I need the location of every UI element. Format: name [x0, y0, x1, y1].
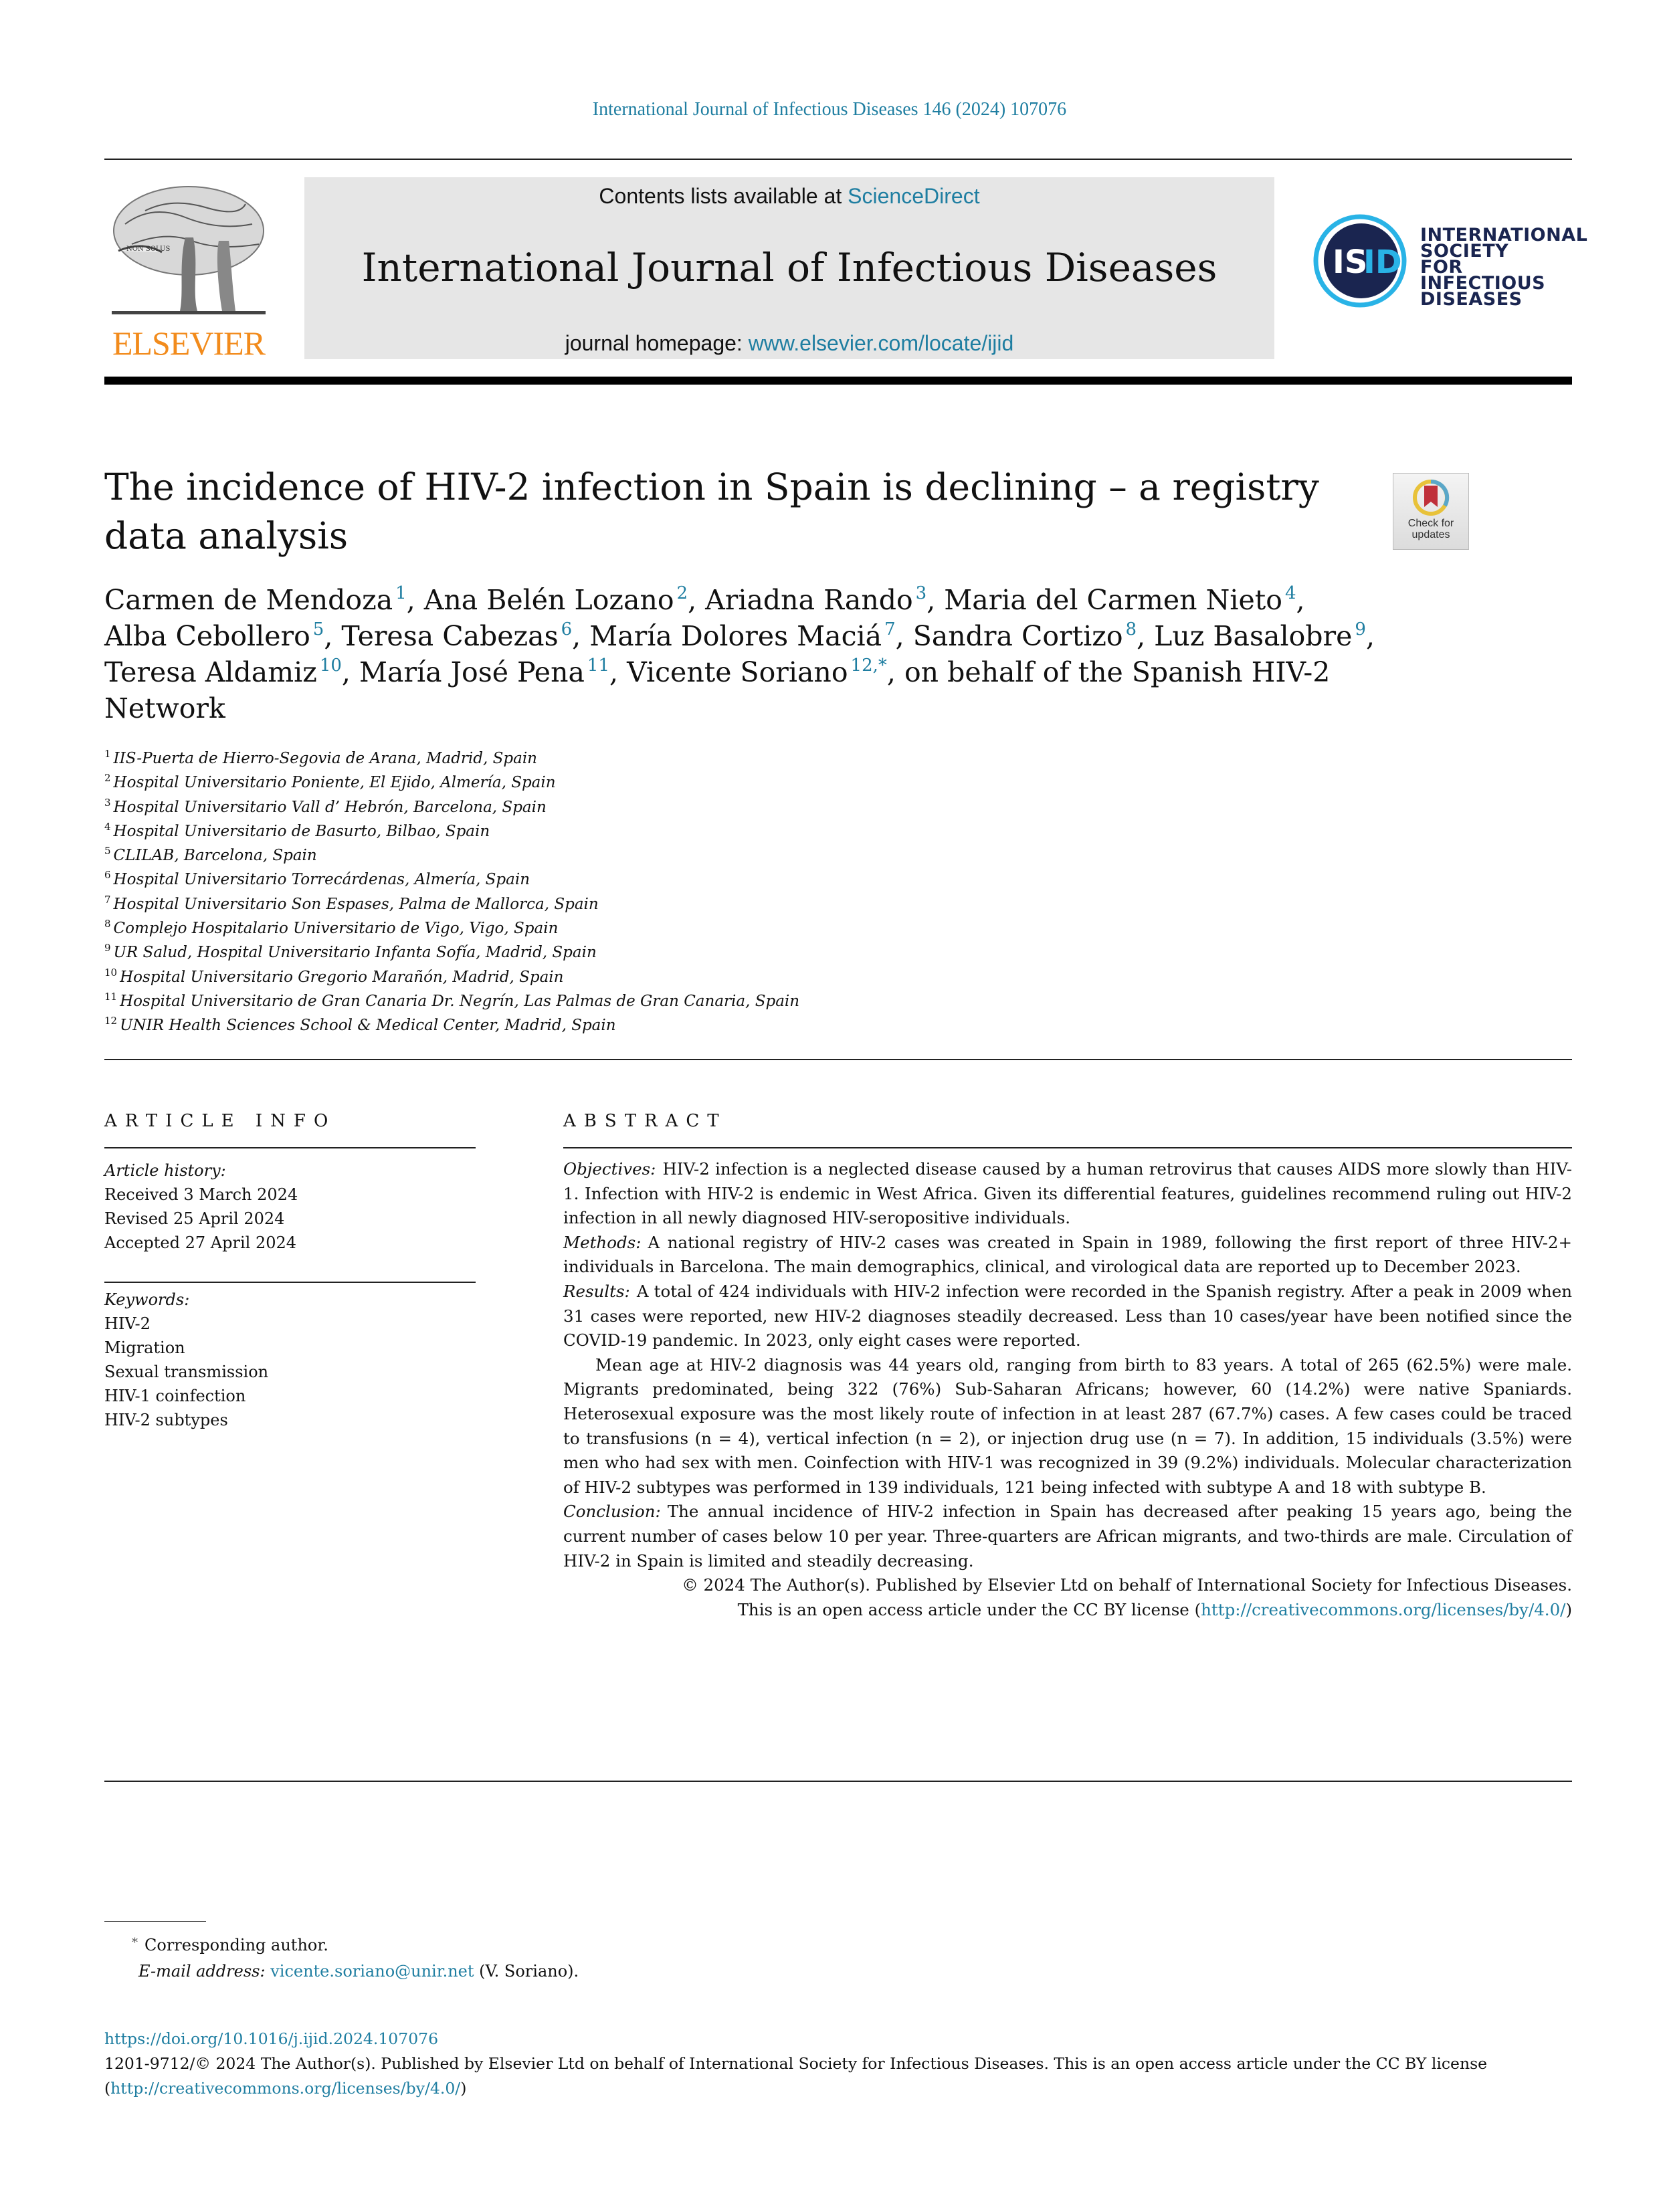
author-name[interactable]: Teresa Aldamiz	[104, 656, 317, 688]
affiliation-item: $^1$ IIS-Puerta de Hierro-Segovia de Arana, Madrid, Spain	[104, 748, 537, 767]
elsevier-wordmark: ELSEVIER	[112, 324, 266, 362]
svg-text:IS: IS	[1333, 243, 1368, 281]
check-for-updates-button[interactable]	[1393, 473, 1469, 550]
keyword[interactable]: Sexual transmission	[104, 1363, 269, 1381]
crossmark-icon	[1393, 476, 1468, 523]
isid-emblem-icon	[1311, 211, 1411, 311]
cc-license-link[interactable]: http://creativecommons.org/licenses/by/4.0/	[1201, 1599, 1566, 1619]
journal-title: International Journal of Infectious Diseases	[361, 245, 1217, 290]
crossmark-label: Check for updates	[1407, 518, 1454, 540]
author-list: Carmen de Mendoza $^1$, Ana Belén Lozano $^2$, Ariadna Rando $^3$, Maria del Carmen Nieto $^4$, Alba Cebollero $^5$, Teresa Cabezas $^6$, María Dolores Maciá $^7$, Sandra Cortizo $^8$, Luz Basalobre $^9$, Teresa Aldamiz $^{10}$, María José Pena $^{11}$, Vicente Soriano $^{12,*}$, on behalf of the Spanish HIV-2 Network	[104, 583, 1375, 724]
affiliation-item: $^5$ CLILAB, Barcelona, Spain	[104, 845, 317, 865]
footnote-rule	[104, 1921, 206, 1922]
email-note: E-mail address: vicente.soriano@unir.net (V. Soriano).	[138, 1962, 579, 1981]
keyword[interactable]: HIV-2	[104, 1314, 151, 1333]
affiliation-item: $^9$ UR Salud, Hospital Universitario Infanta Sofía, Madrid, Spain	[104, 942, 597, 962]
affiliation-item: $^{11}$ Hospital Universitario de Gran Canaria Dr. Negrín, Las Palmas de Gran Canaria, Spain	[104, 990, 800, 1010]
contents-line	[304, 183, 1274, 209]
homepage-line	[304, 330, 1274, 357]
doi-link[interactable]: https://doi.org/10.1016/j.ijid.2024.107076	[104, 2029, 439, 2048]
article-history	[104, 1159, 476, 1255]
corresponding-note: * Corresponding author.	[104, 1930, 907, 1958]
elsevier-logo[interactable]	[105, 177, 272, 362]
history-received: Received 3 March 2024	[104, 1185, 298, 1204]
affiliation-item: $^{12}$ UNIR Health Sciences School & Medical Center, Madrid, Spain	[104, 1015, 616, 1035]
journal-citation-link[interactable]: International Journal of Infectious Diseases 146 (2024) 107076	[592, 99, 1067, 120]
author-name[interactable]: María José Pena	[359, 656, 585, 688]
affiliation-item: $^{10}$ Hospital Universitario Gregorio Marañón, Madrid, Spain	[104, 966, 564, 986]
corresponding-author-ref[interactable]: 12,*	[850, 656, 887, 676]
authors-suffix: , on behalf of the Spanish HIV-2 Network	[104, 656, 1331, 724]
history-label: Article history:	[104, 1161, 226, 1180]
affiliation-item: $^8$ Complejo Hospitalario Universitario de Vigo, Vigo, Spain	[104, 918, 559, 938]
abstract-conclusion: Conclusion: The annual incidence of HIV-2 infection in Spain has decreased after peaking 15 years ago, being the current number of cases below 10 per year. Three-quarters are African migrants, and two-thirds are male. Circulation of HIV-2 in Spain is limited and steadily decreasing.	[563, 1502, 1572, 1571]
abstract-copyright: © 2024 The Author(s). Published by Elsevier Ltd on behalf of International Society for Infectious Diseases.	[682, 1575, 1572, 1595]
affiliation-ref[interactable]: 7	[884, 619, 896, 639]
bottom-info: https://doi.org/10.1016/j.ijid.2024.107076 1201-9712/© 2024 The Author(s). Published by Elsevier Ltd on behalf of International Society for Infectious Diseases. This is an open access article under the CC BY license (http://creativecommons.org/licenses/by/4.0/)	[104, 2027, 1572, 2101]
article-info-rule	[104, 1147, 476, 1148]
abstract-end-divider	[104, 1781, 1572, 1782]
svg-text:NON SOLUS: NON SOLUS	[126, 245, 171, 253]
author-name[interactable]: Luz Basalobre	[1154, 620, 1353, 652]
author-name[interactable]: Maria del Carmen Nieto	[944, 584, 1282, 616]
abstract-results: Results: A total of 424 individuals with HIV-2 infection were recorded in the Spanish registry. After a peak in 2009 when 31 cases were reported, new HIV-2 diagnoses steadily decreased. Less than 10 cases/year have been notified since the COVID-19 pandemic. In 2023, only eight cases were reported.	[563, 1281, 1572, 1350]
author-name[interactable]: Ana Belén Lozano	[423, 584, 674, 616]
author-name[interactable]: Ariadna Rando	[705, 584, 913, 616]
affiliation-item: $^4$ Hospital Universitario de Basurto, Bilbao, Spain	[104, 820, 490, 840]
abstract-results-continued: Mean age at HIV-2 diagnosis was 44 years old, ranging from birth to 83 years. A total of 265 (62.5%) were male. Migrants predominated, being 322 (76%) Sub-Saharan Africans; however, 60 (14.2%) were native Spaniards. Heterosexual exposure was the most likely route of infection in at least 287 (67.7%) cases. A few cases could be traced to transfusions (n = 4), vertical infection (n = 2), or injection drug use (n = 7). In addition, 15 individuals (3.5%) were men who had sex with men. Coinfection with HIV-1 was recognized in 39 (9.2%) individuals. Molecular characterization of HIV-2 subtypes was performed in 139 individuals, 121 being infected with subtype A and 18 with subtype B.	[563, 1354, 1572, 1497]
abstract-heading: ABSTRACT	[563, 1111, 727, 1131]
author-name[interactable]: Alba Cebollero	[104, 620, 310, 652]
affiliation-item: $^7$ Hospital Universitario Son Espases, Palma de Mallorca, Spain	[104, 893, 599, 913]
affiliation-ref[interactable]: 6	[561, 619, 573, 639]
journal-homepage-link[interactable]: www.elsevier.com/locate/ijid	[748, 331, 1014, 355]
author-name[interactable]: Carmen de Mendoza	[104, 584, 393, 616]
abstract-methods: Methods: A national registry of HIV-2 cases was created in Spain in 1989, following the first report of three HIV-2+ individuals in Barcelona. The main demographics, clinical, and virological data are reported up to December 2023.	[563, 1232, 1572, 1277]
affiliation-item: $^2$ Hospital Universitario Poniente, El Ejido, Almería, Spain	[104, 772, 556, 792]
isid-name: INTERNATIONAL SOCIETY FOR INFECTIOUS DISEASES	[1420, 225, 1588, 310]
keyword[interactable]: HIV-2 subtypes	[104, 1411, 228, 1429]
keywords-label: Keywords:	[104, 1290, 190, 1309]
affiliation-ref[interactable]: 9	[1355, 619, 1366, 639]
abstract-objectives: Objectives: HIV-2 infection is a neglected disease caused by a human retrovirus that causes AIDS more slowly than HIV-1. Infection with HIV-2 is endemic in West Africa. Given its differential features, guidelines recommend ruling out HIV-2 infection in all newly diagnosed HIV-seropositive individuals.	[563, 1159, 1572, 1228]
sciencedirect-link[interactable]: ScienceDirect	[848, 184, 980, 208]
affiliation-ref[interactable]: 3	[915, 583, 927, 603]
keyword[interactable]: Migration	[104, 1338, 185, 1357]
masthead-thick-rule	[104, 377, 1572, 385]
affiliation-ref[interactable]: 5	[312, 619, 324, 639]
affiliation-ref[interactable]: 11	[587, 656, 610, 676]
affiliation-ref[interactable]: 8	[1125, 619, 1137, 639]
abstract-body	[563, 1157, 1572, 1622]
top-rule	[104, 159, 1572, 160]
history-revised: Revised 25 April 2024	[104, 1209, 285, 1228]
author-name[interactable]: Vicente Soriano	[627, 656, 848, 688]
author-name[interactable]: María Dolores Maciá	[589, 620, 882, 652]
article-info-heading: ARTICLE INFO	[104, 1111, 336, 1131]
keywords	[104, 1288, 476, 1432]
affiliation-list	[104, 746, 1375, 1038]
isid-logo[interactable]	[1311, 214, 1588, 310]
history-accepted: Accepted 27 April 2024	[104, 1233, 297, 1252]
affiliation-item: $^3$ Hospital Universitario Vall d’ Hebrón, Barcelona, Spain	[104, 796, 547, 816]
journal-masthead	[304, 177, 1274, 359]
affiliation-item: $^6$ Hospital Universitario Torrecárdenas, Almería, Spain	[104, 869, 530, 889]
issn-copyright: 1201-9712/© 2024 The Author(s). Published by Elsevier Ltd on behalf of International Society for Infectious Diseases. This is an open access article under the CC BY license	[104, 2054, 1488, 2073]
affiliation-ref[interactable]: 2	[676, 583, 688, 603]
elsevier-tree-icon	[105, 177, 272, 319]
email-link[interactable]: vicente.soriano@unir.net	[270, 1962, 474, 1981]
contents-prefix: Contents lists available at	[599, 184, 848, 208]
affiliation-ref[interactable]: 4	[1284, 583, 1296, 603]
asterisk-marker: *	[132, 1936, 138, 1950]
affiliation-ref[interactable]: 1	[395, 583, 407, 603]
bottom-license-link[interactable]: http://creativecommons.org/licenses/by/4.0/	[110, 2079, 461, 2098]
section-divider	[104, 1059, 1572, 1060]
keywords-rule	[104, 1282, 476, 1283]
keyword[interactable]: HIV-1 coinfection	[104, 1387, 246, 1405]
abstract-license: This is an open access article under the CC BY license (http://creativecommons.org/licenses/by/4.0/)	[737, 1599, 1572, 1619]
author-name[interactable]: Sandra Cortizo	[912, 620, 1123, 652]
article-title: The incidence of HIV-2 infection in Spain is declining – a registry data analysis	[104, 466, 1319, 557]
abstract-rule	[563, 1147, 1572, 1148]
affiliation-ref[interactable]: 10	[319, 656, 342, 676]
footnotes	[104, 1930, 907, 1985]
author-name[interactable]: Teresa Cabezas	[341, 620, 559, 652]
svg-text:ID: ID	[1363, 243, 1402, 281]
homepage-prefix: journal homepage:	[565, 331, 749, 355]
